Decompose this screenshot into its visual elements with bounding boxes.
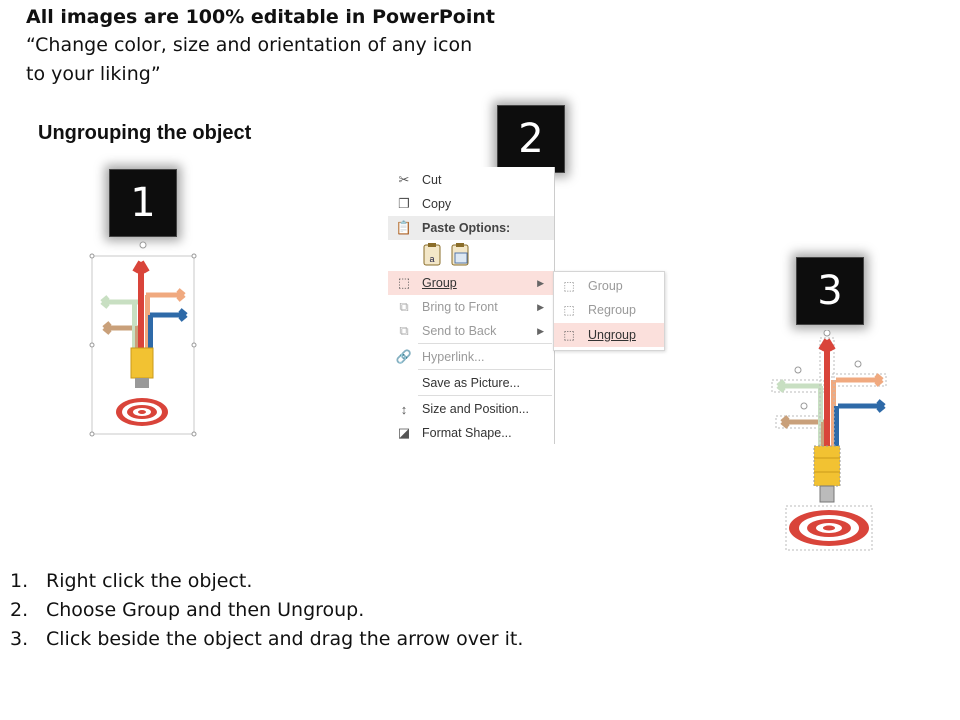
step-text: Choose Group and then Ungroup. [46,599,365,621]
submenu-item-ungroup[interactable] [554,323,664,347]
menu-item-label: Format Shape... [422,426,512,440]
submenu-item-label: Regroup [588,303,636,317]
size-position-icon: ↕ [400,401,408,417]
submenu-item-group[interactable] [554,274,664,298]
step-number: 2. [10,599,29,621]
blue-arrow [150,310,186,320]
menu-separator [418,343,552,344]
menu-separator [418,369,552,370]
section-title: Ungrouping the object [38,122,252,144]
header-subtitle-line2: to your liking” [26,63,161,85]
step-badge-1: 1 [109,169,177,237]
menu-item-label: Size and Position... [422,402,530,416]
chevron-right-icon: ▶ [537,277,544,288]
menu-item-bring-to-front[interactable] [388,295,554,319]
bring-front-icon: ⧉ [399,299,409,314]
chevron-right-icon: ▶ [537,301,544,312]
copy-icon: ❐ [398,196,410,211]
paste-picture-icon[interactable] [452,243,468,265]
menu-item-label: Paste Options: [422,221,511,235]
group-icon: ⬚ [563,279,575,293]
instruction-step [10,625,523,654]
step-badge-2: 2 [497,105,565,173]
menu-item-label: Group [422,276,457,290]
menu-item-label: Bring to Front [422,300,498,314]
menu-item-copy[interactable] [388,192,554,216]
menu-item-cut[interactable] [388,168,554,192]
group-icon: ⬚ [397,275,411,290]
step-number: 3. [10,628,29,650]
send-back-icon: ⧉ [399,323,409,338]
orange-arrow [146,290,184,300]
instruction-step [10,567,523,596]
step-text: Click beside the object and drag the arrow over it. [46,628,524,650]
step-number: 1. [10,570,29,592]
paste-options-row [422,242,482,268]
svg-text:a: a [429,254,435,264]
header-subtitle-line1: “Change color, size and orientation of any icon [26,34,473,56]
scissors-icon: ✂ [398,172,410,187]
tan-arrow [782,417,824,427]
menu-item-group[interactable] [388,271,554,295]
blue-arrow [838,401,884,411]
instruction-list [10,567,523,654]
clipboard-icon: 📋 [395,220,413,235]
menu-item-format-shape[interactable] [388,421,554,445]
step-badge-3: 3 [796,257,864,325]
format-shape-icon: ◪ [397,425,411,440]
step-text: Right click the object. [46,570,253,592]
regroup-icon: ⬚ [563,303,575,317]
rotate-handle [140,242,146,248]
submenu-item-label: Group [588,279,623,293]
menu-item-label: Save as Picture... [422,376,520,390]
green-arrow [778,381,822,391]
menu-item-label: Cut [422,173,442,187]
menu-item-label: Send to Back [422,324,497,338]
grouped-object-graphic[interactable] [88,240,198,440]
paste-keep-formatting-icon[interactable] [424,243,440,265]
ungrouped-object-graphic[interactable] [764,330,888,556]
hyperlink-icon: 🔗 [395,349,413,364]
menu-header-paste-options [388,216,554,240]
header-title: All images are 100% editable in PowerPoint [26,6,495,28]
menu-item-label: Hyperlink... [422,350,485,364]
menu-separator [418,395,552,396]
submenu-item-label: Ungroup [588,328,636,342]
menu-item-size-and-position[interactable] [388,397,554,421]
chevron-right-icon: ▶ [537,325,544,336]
ungroup-icon: ⬚ [563,328,575,342]
context-menu [388,167,555,444]
menu-item-label: Copy [422,197,452,211]
menu-item-send-to-back[interactable] [388,319,554,343]
submenu-item-regroup[interactable] [554,298,664,322]
orange-arrow [836,375,882,385]
menu-item-hyperlink[interactable] [388,345,554,369]
instruction-step [10,596,523,625]
menu-item-save-as-picture[interactable] [388,371,554,395]
group-submenu [553,271,665,351]
